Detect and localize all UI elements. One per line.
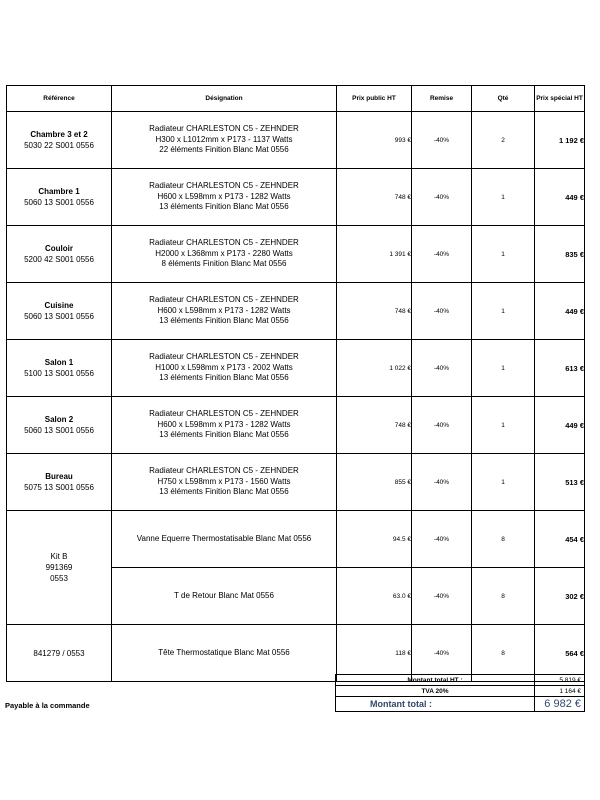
reference-cell [7,454,112,511]
designation-line: Radiateur CHARLESTON C5 - ZEHNDER [149,181,299,191]
public-price: 855 € [337,454,412,511]
designation-line: Radiateur CHARLESTON C5 - ZEHNDER [149,409,299,419]
designation-line: 13 éléments Finition Blanc Mat 0556 [159,202,289,212]
product-code: 5075 13 S001 0556 [24,483,94,492]
designation-line: H750 x L598mm x P173 - 1560 Watts [157,476,291,486]
special-price: 449 € [535,169,585,226]
designation-cell [112,283,337,340]
kit-finish: 0553 [50,574,68,583]
designation-line: H300 x L1012mm x P173 - 1137 Watts [155,134,293,144]
table-row [7,397,585,454]
designation-cell [112,625,337,682]
reference-cell [7,625,112,682]
designation-line: Tête Thermostatique Blanc Mat 0556 [158,647,290,657]
discount: -40% [412,397,472,454]
header-designation: Désignation [112,86,337,112]
table-row [7,340,585,397]
public-price: 1 022 € [337,340,412,397]
designation-cell [112,340,337,397]
room-name: Couloir [45,244,73,253]
public-price: 748 € [337,169,412,226]
designation-line: T de Retour Blanc Mat 0556 [174,590,274,600]
special-price: 613 € [535,340,585,397]
tva-value: 1 164 € [535,686,585,697]
room-name: Salon 2 [44,415,74,424]
special-price: 449 € [535,283,585,340]
totals-table [335,674,585,712]
special-price: 564 € [535,625,585,682]
product-code: 5200 42 S001 0556 [24,255,94,264]
table-row [7,511,585,568]
designation-line: 13 éléments Finition Blanc Mat 0556 [159,316,289,326]
special-price: 835 € [535,226,585,283]
quantity: 1 [472,169,535,226]
discount: -40% [412,340,472,397]
designation-line: 22 éléments Finition Blanc Mat 0556 [159,145,289,155]
quantity: 1 [472,283,535,340]
designation-cell [112,226,337,283]
public-price: 993 € [337,112,412,169]
special-price: 1 192 € [535,112,585,169]
designation-line: 13 éléments Finition Blanc Mat 0556 [159,373,289,383]
discount: -40% [412,112,472,169]
special-price: 454 € [535,511,585,568]
header-reference: Référence [7,86,112,112]
quantity: 1 [472,397,535,454]
product-code: 5100 13 S001 0556 [24,369,94,378]
reference-cell [7,397,112,454]
designation-line: H1000 x L598mm x P173 - 2002 Watts [155,362,293,372]
room-name: Salon 1 [44,358,74,367]
quantity: 8 [472,511,535,568]
designation-cell [112,112,337,169]
designation-line: Radiateur CHARLESTON C5 - ZEHNDER [149,466,299,476]
designation-line: 13 éléments Finition Blanc Mat 0556 [159,487,289,497]
special-price: 513 € [535,454,585,511]
reference-cell [7,283,112,340]
room-name: Cuisine [44,301,74,310]
quantity: 1 [472,226,535,283]
payment-terms: Payable à la commande [5,701,90,710]
kit-code: 991369 [45,563,73,572]
public-price: 748 € [337,397,412,454]
table-header-row [7,86,585,112]
special-price: 449 € [535,397,585,454]
product-code: 5060 13 S001 0556 [24,198,94,207]
header-qty: Qté [472,86,535,112]
table-row [7,283,585,340]
designation-line: Radiateur CHARLESTON C5 - ZEHNDER [149,124,299,134]
designation-cell [112,454,337,511]
total-ht-row [336,675,585,686]
table-row [7,226,585,283]
reference-cell [7,112,112,169]
room-name: Chambre 1 [38,187,80,196]
designation-line: Vanne Equerre Thermostatisable Blanc Mat 0556 [136,533,312,543]
total-ht-label: Montant total HT : [336,675,535,686]
table-row [7,454,585,511]
product-code: 5060 13 S001 0556 [24,312,94,321]
reference-cell [7,226,112,283]
reference-cell [7,340,112,397]
discount: -40% [412,568,472,625]
discount: -40% [412,511,472,568]
public-price: 118 € [337,625,412,682]
total-value: 6 982 € [535,697,585,712]
room-name: Chambre 3 et 2 [30,130,88,139]
header-discount: Remise [412,86,472,112]
table-row [7,112,585,169]
designation-line: H600 x L598mm x P173 - 1282 Watts [157,191,291,201]
tva-label: TVA 20% [336,686,535,697]
total-label: Montant total : [336,697,535,712]
quantity: 1 [472,454,535,511]
designation-line: 8 éléments Finition Blanc Mat 0556 [161,259,287,269]
designation-line: H600 x L598mm x P173 - 1282 Watts [157,419,291,429]
designation-line: H2000 x L368mm x P173 - 2280 Watts [155,248,293,258]
discount: -40% [412,169,472,226]
designation-line: Radiateur CHARLESTON C5 - ZEHNDER [149,352,299,362]
discount: -40% [412,625,472,682]
quote-table [6,85,585,682]
product-code: 5030 22 S001 0556 [24,141,94,150]
product-code: 5060 13 S001 0556 [24,426,94,435]
header-special-price: Prix spécial HT [535,86,585,112]
special-price: 302 € [535,568,585,625]
kit-reference-cell [7,511,112,625]
total-ht-value: 5 819 € [535,675,585,686]
quantity: 8 [472,625,535,682]
public-price: 1 391 € [337,226,412,283]
public-price: 94.5 € [337,511,412,568]
designation-line: H600 x L598mm x P173 - 1282 Watts [157,305,291,315]
reference-cell [7,169,112,226]
designation-line: Radiateur CHARLESTON C5 - ZEHNDER [149,238,299,248]
room-name: Bureau [45,472,73,481]
kit-name: Kit B [50,552,68,561]
discount: -40% [412,454,472,511]
designation-cell [112,169,337,226]
public-price: 63.0 € [337,568,412,625]
discount: -40% [412,283,472,340]
quantity: 2 [472,112,535,169]
designation-line: Radiateur CHARLESTON C5 - ZEHNDER [149,295,299,305]
public-price: 748 € [337,283,412,340]
discount: -40% [412,226,472,283]
product-code: 841279 / 0553 [33,648,85,658]
designation-line: 13 éléments Finition Blanc Mat 0556 [159,430,289,440]
table-row [7,625,585,682]
designation-cell [112,568,337,625]
total-row [336,697,585,712]
quantity: 8 [472,568,535,625]
designation-cell [112,397,337,454]
designation-cell [112,511,337,568]
header-public-price: Prix public HT [337,86,412,112]
tva-row [336,686,585,697]
quantity: 1 [472,340,535,397]
table-row [7,169,585,226]
